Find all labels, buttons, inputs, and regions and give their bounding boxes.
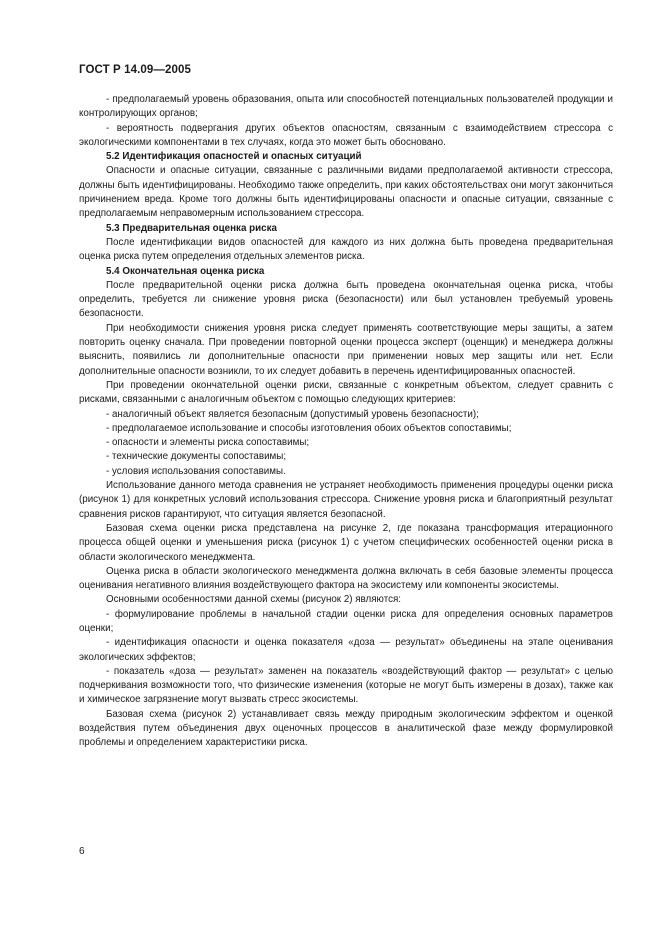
body-paragraph: - предполагаемый уровень образования, опыта или способностей потенциальных пользователей продукции и контролирующих органов; [79, 94, 613, 120]
page-number: 6 [79, 846, 85, 857]
section-heading: 5.3 Предварительная оценка риска [106, 222, 277, 234]
list-item: - технические документы сопоставимы; [106, 451, 287, 463]
list-item: - предполагаемое использование и способы изготовления обоих объектов сопоставимы; [106, 422, 512, 434]
body-paragraph: - вероятность подвергания других объектов опасностям, связанным с взаимодействием стрессора с экологическими компонентами в тех случаях, когда это может быть обосновано. [79, 122, 613, 148]
list-item: - опасности и элементы риска сопоставимы; [106, 437, 310, 449]
body-paragraph: Основными особенностями данной схемы (рисунок 2) являются: [106, 594, 401, 606]
body-paragraph: - формулирование проблемы в начальной стадии оценки риска для определения основных параметров оценки; [79, 608, 613, 634]
body-paragraph: При необходимости снижения уровня риска следует применять соответствующие меры защиты, а затем повторить оценку сначала. При проведении повторной оценки процесса эксперт (оценщик) и менеджера должны выяснить, появились ли дополнительные опасности при применении новых мер защиты или нет. Если дополнительные опасности возникли, то их следует добавить в перечень идентифицированных опасностей. [79, 322, 613, 377]
list-item: - условия использования сопоставимы. [106, 465, 286, 477]
body-paragraph: - показатель «доза — результат» заменен на показатель «воздействующий фактор — результат» с целью подчеркивания возможности того, что физические изменения (которые не могут быть измерены в дозах), также как и химическое загрязнение могут вызвать стресс экосистемы. [79, 665, 613, 706]
body-paragraph: - идентификация опасности и оценка показателя «доза — результат» объединены на этапе оценивания экологических эффектов; [79, 637, 613, 663]
section-heading: 5.4 Окончательная оценка риска [106, 265, 265, 277]
body-paragraph: После идентификации видов опасностей для каждого из них должна быть проведена предварительная оценка риска путем определения отдельных элементов риска. [79, 236, 613, 263]
document-header: ГОСТ Р 14.09—2005 [79, 64, 191, 76]
document-body [79, 93, 613, 751]
body-paragraph: После предварительной оценки риска должна быть проведена окончательная оценка риска, чтобы определить, требуется ли снижение уровня риска (безопасности) или был установлен требуемый уровень безопасности. [79, 279, 613, 320]
body-paragraph: Оценка риска в области экологического менеджмента должна включать в себя базовые элементы процесса оценивания негативного влияния воздействующего фактора на экосистему или компоненты экосистемы. [79, 565, 613, 592]
body-paragraph: При проведении окончательной оценки риски, связанные с конкретным объектом, следует сравнить с рисками, связанными с аналогичным объектом с помощью следующих критериев: [79, 379, 613, 406]
body-paragraph: Опасности и опасные ситуации, связанные с различными видами предполагаемой активности стрессора, должны быть идентифицированы. Необходимо также определить, при каких обстоятельствах они могут закончиться причинением вреда. Кроме того должны быть идентифицированы опасности и опасные ситуации, связанные с предполагаемым неправомерным использованием стрессора. [79, 165, 613, 220]
body-paragraph: Базовая схема оценки риска представлена на рисунке 2, где показана трансформация итерационного процесса общей оценки и уменьшения риска (рисунок 1) с учетом специфических особенностей оценки риска в области экологического менеджмента. [79, 522, 613, 563]
body-paragraph: Базовая схема (рисунок 2) устанавливает связь между природным экологическим эффектом и оценкой воздействия путем объединения двух оценочных процессов в аналитической фазе между формулировкой проблемы и определением характеристики риска. [79, 708, 613, 749]
body-paragraph: Использование данного метода сравнения не устраняет необходимость применения процедуры оценки риска (рисунок 1) для конкретных условий использования стрессора. Снижение уровня риска и благоприятный результат сравнения рисков гарантируют, что ситуация является безопасной. [79, 480, 613, 520]
section-heading: 5.2 Идентификация опасностей и опасных ситуаций [106, 151, 362, 163]
list-item: - аналогичный объект является безопасным (допустимый уровень безопасности); [106, 408, 479, 420]
